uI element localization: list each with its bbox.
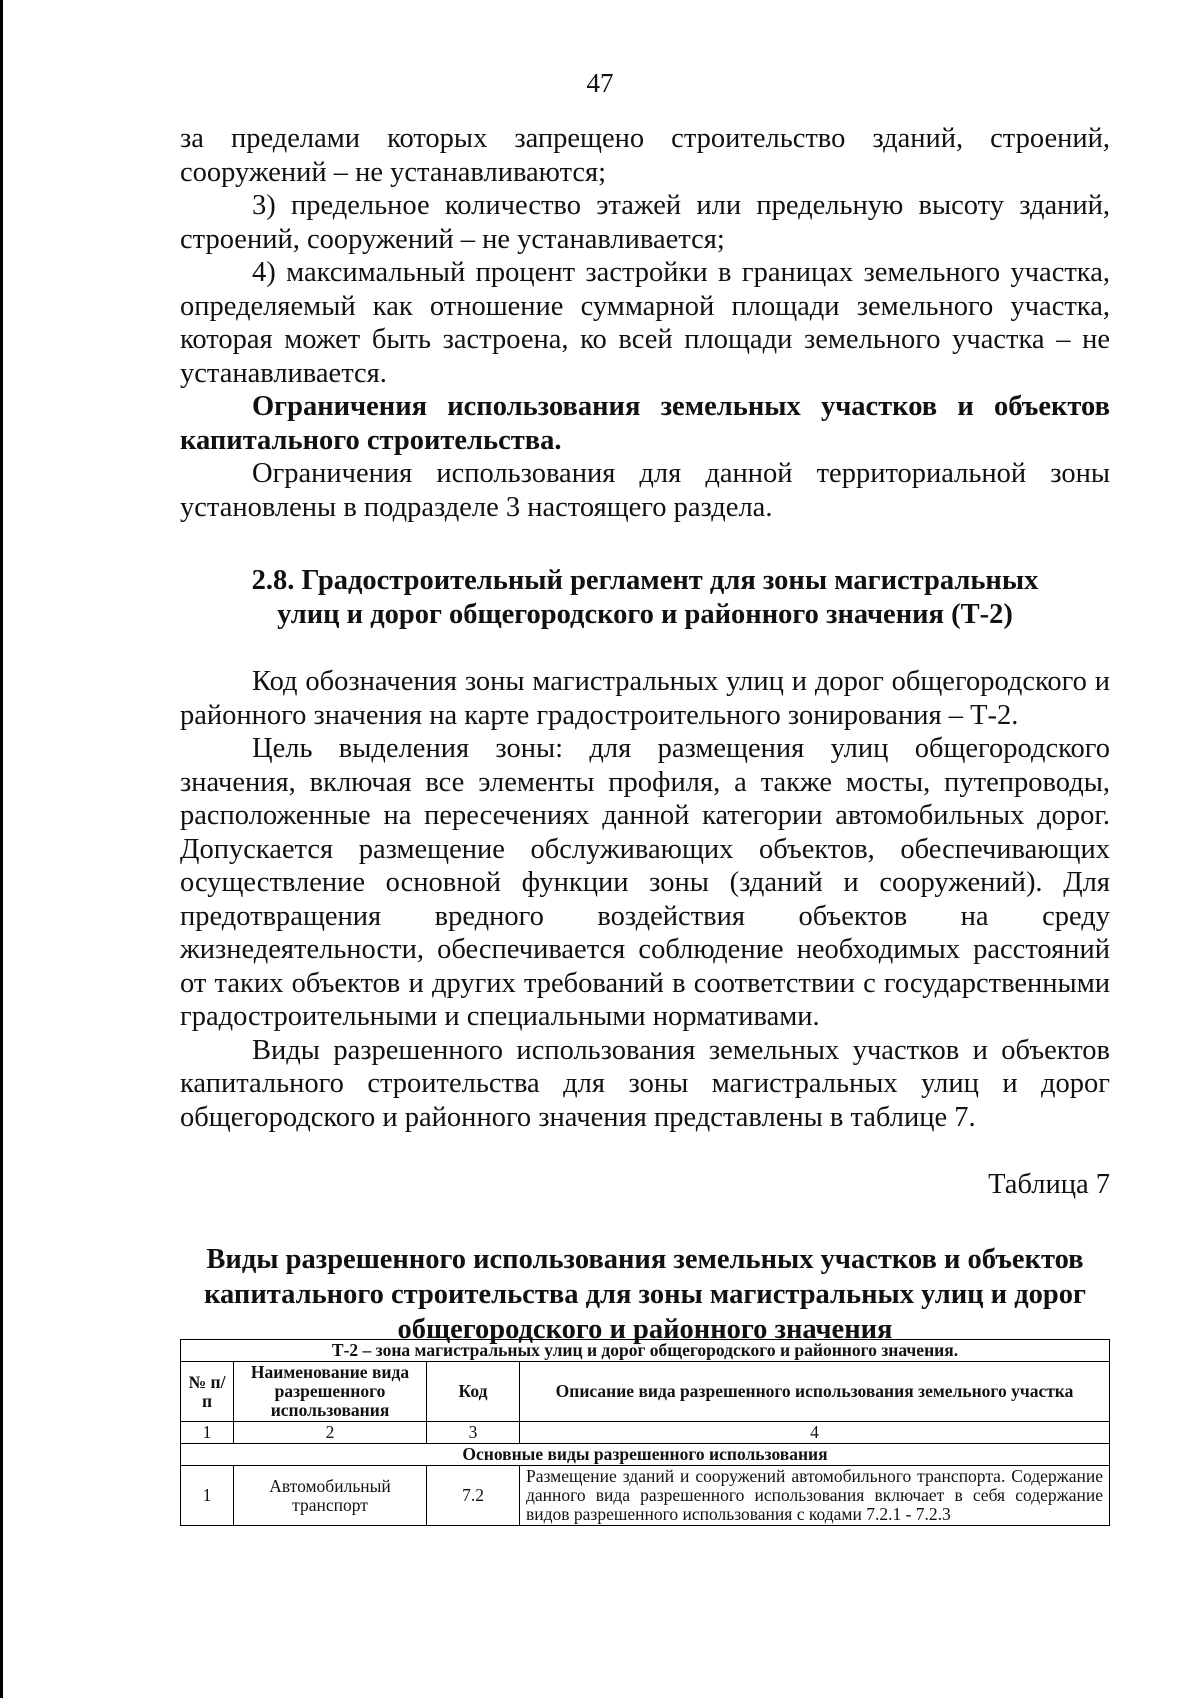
document-body xyxy=(180,122,1110,1347)
table-zone-header: Т-2 – зона магистральных улиц и дорог общегородского и районного значения. xyxy=(181,1340,1110,1362)
paragraph-continuation: за пределами которых запрещено строительство зданий, строений, сооружений – не устанавливаются; xyxy=(180,123,1110,188)
col-header-description: Описание вида разрешенного использования земельного участка xyxy=(520,1362,1110,1422)
scan-edge-line xyxy=(0,0,3,1698)
table-row xyxy=(181,1466,1110,1526)
row-number: 1 xyxy=(181,1466,234,1526)
col-number-3: 3 xyxy=(427,1422,520,1444)
restrictions-heading: Ограничения использования земельных участков и объектов капитального строительства. xyxy=(180,391,1110,456)
col-header-code: Код xyxy=(427,1362,520,1422)
col-number-2: 2 xyxy=(234,1422,427,1444)
permitted-uses-table xyxy=(180,1339,1110,1526)
restrictions-paragraph: Ограничения использования для данной территориальной зоны установлены в подразделе 3 настоящего раздела. xyxy=(180,458,1110,523)
zone-code-paragraph: Код обозначения зоны магистральных улиц и дорог общегородского и районного значения на карте градостроительного зонирования – Т-2. xyxy=(180,666,1110,731)
row-description: Размещение зданий и сооружений автомобильного транспорта. Содержание данного вида разрешенного использования включает в себя содержание видов разрешенного использования с кодами 7.2.1 - 7.2.3 xyxy=(520,1466,1110,1526)
col-number-1: 1 xyxy=(181,1422,234,1444)
col-number-4: 4 xyxy=(520,1422,1110,1444)
table-title: Виды разрешенного использования земельных участков и объектов капитального строительства для зоны магистральных улиц и дорог общегородского и районного значения xyxy=(204,1243,1086,1345)
paragraph-item-4: 4) максимальный процент застройки в границах земельного участка, определяемый как отношение суммарной площади земельного участка, которая может быть застроена, ко всей площади земельного участка – не устанавливается. xyxy=(180,257,1110,389)
col-header-number: № п/п xyxy=(181,1362,234,1422)
table-group-header: Основные виды разрешенного использования xyxy=(181,1444,1110,1466)
row-name: Автомобильный транспорт xyxy=(234,1466,427,1526)
page-number: 47 xyxy=(586,68,614,98)
paragraph-item-3: 3) предельное количество этажей или предельную высоту зданий, строений, сооружений – не устанавливается; xyxy=(180,190,1110,255)
zone-purpose-paragraph: Цель выделения зоны: для размещения улиц общегородского значения, включая все элементы профиля, а также мосты, путепроводы, расположенные на пересечениях данной категории автомобильных дорог. Допускается размещение обслуживающих объектов, обеспечивающих осуществление основной функции зоны (зданий и сооружений). Для предотвращения вредного воздействия объектов на среду жизнедеятельности, обеспечивается соблюдение необходимых расстояний от таких объектов и других требований в соответствии с государственными градостроительными и специальными нормативами. xyxy=(180,733,1110,1032)
col-header-name: Наименование вида разрешенного использования xyxy=(234,1362,427,1422)
table-label: Таблица 7 xyxy=(988,1169,1110,1200)
section-title: 2.8. Градостроительный регламент для зоны магистральных улиц и дорог общегородского и районного значения (Т-2) xyxy=(251,565,1039,630)
permitted-uses-paragraph: Виды разрешенного использования земельных участков и объектов капитального строительства для зоны магистральных улиц и дорог общегородского и районного значения представлены в таблице 7. xyxy=(180,1034,1110,1133)
row-code: 7.2 xyxy=(427,1466,520,1526)
